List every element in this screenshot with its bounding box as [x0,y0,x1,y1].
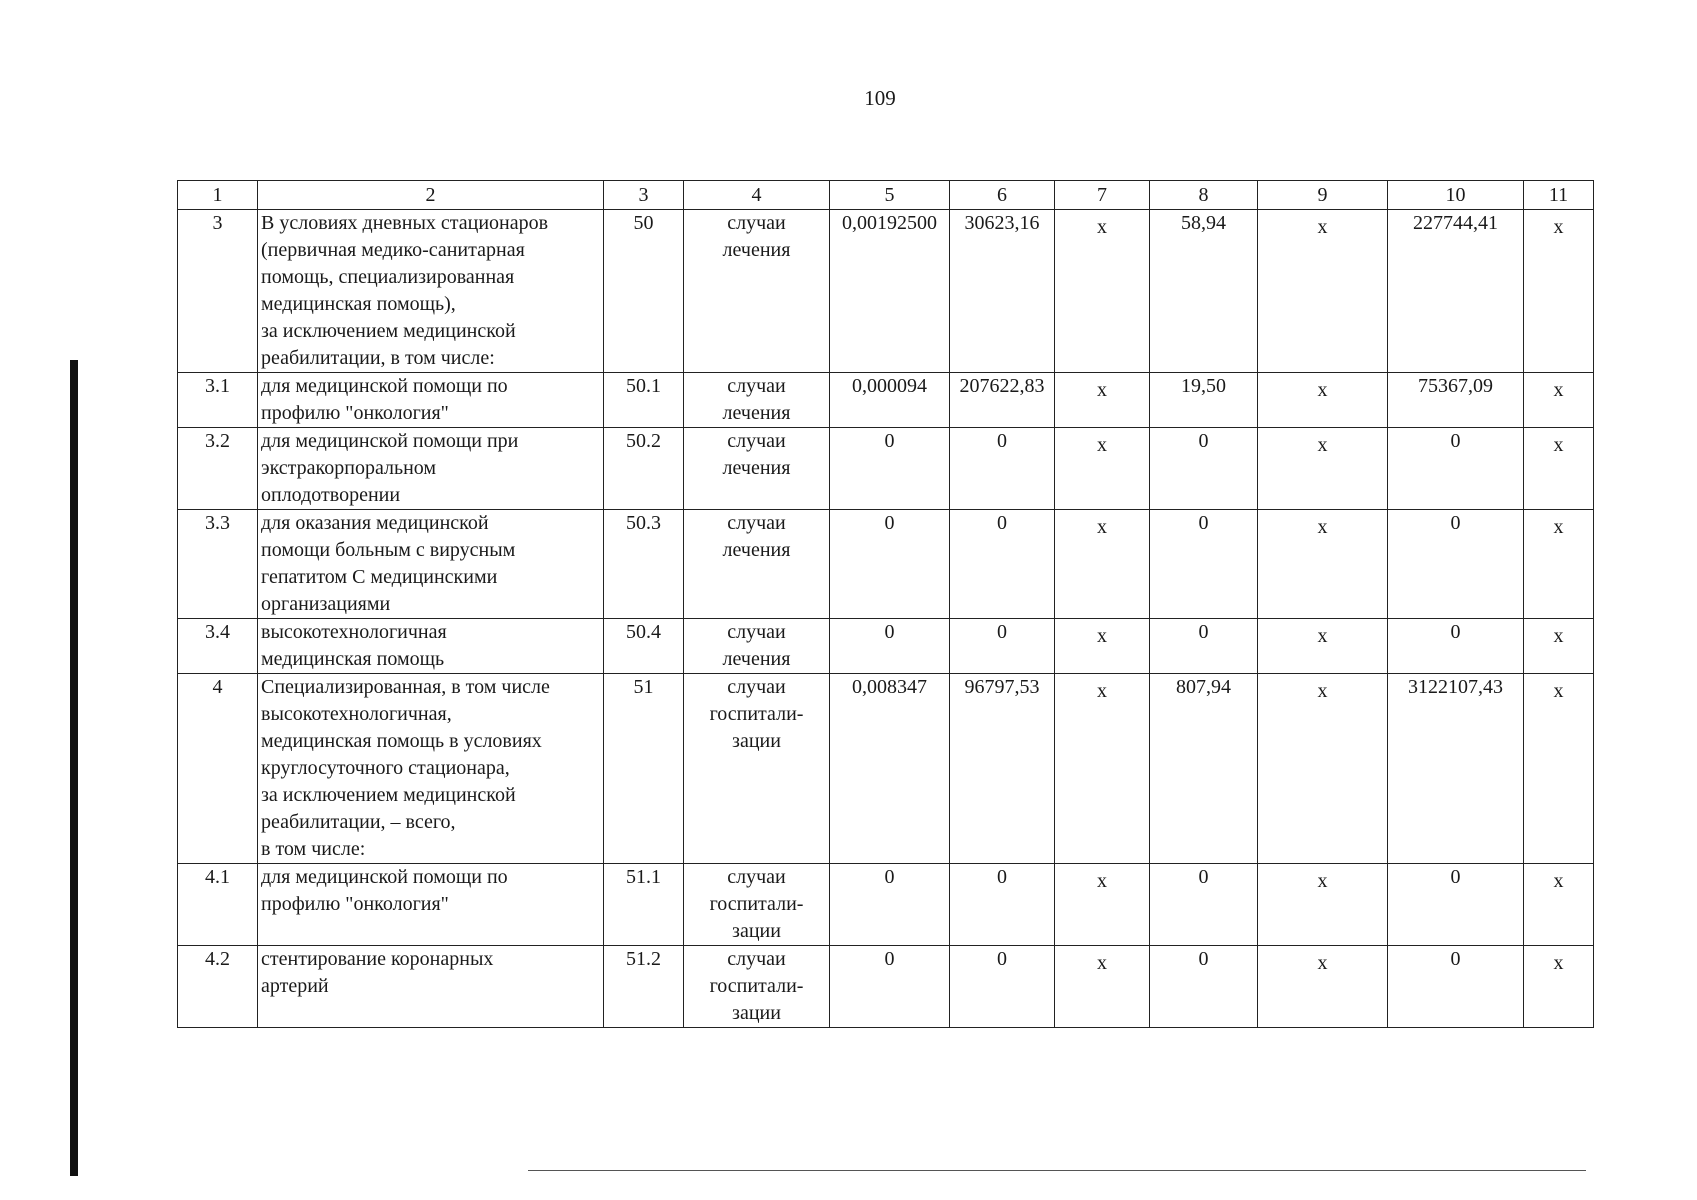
name-cell-line: для оказания медицинской [261,512,489,534]
value-cell-8: 19,50 [1150,373,1258,428]
value-cell-7: х [1055,428,1150,510]
table-row [178,210,1594,373]
value-cell-9: х [1258,510,1388,619]
unit-cell-line: случаи [727,430,786,452]
name-cell-line: (первичная медико-санитарная [261,239,525,261]
value-cell-5: 0,008347 [830,674,950,864]
name-cell-line: реабилитации, – всего, [261,811,456,833]
value-cell-6: 0 [950,510,1055,619]
name-cell-line: гепатитом С медицинскими [261,566,498,588]
value-cell-5: 0 [830,428,950,510]
name-cell-line: реабилитации, в том числе: [261,347,495,369]
value-cell-11: х [1524,428,1594,510]
unit-cell-line: лечения [722,539,791,561]
value-cell-11: х [1524,864,1594,946]
name-cell-line: для медицинской помощи при [261,430,519,452]
unit-cell-line: случаи [727,866,786,888]
name-cell-line: в том числе: [261,838,366,860]
value-cell-6: 207622,83 [950,373,1055,428]
value-cell-5: 0 [830,510,950,619]
value-cell-7: х [1055,619,1150,674]
line-number-cell: 50.4 [604,619,684,674]
value-cell-7: х [1055,946,1150,1028]
value-cell-10: 75367,09 [1388,373,1524,428]
line-number-cell: 50 [604,210,684,373]
value-cell-8: 0 [1150,510,1258,619]
value-cell-10: 0 [1388,428,1524,510]
unit-cell-line: госпитали- [709,975,804,997]
header-cell: 4 [684,181,830,210]
table-row [178,946,1594,1028]
value-cell-5: 0 [830,619,950,674]
value-cell-10: 0 [1388,619,1524,674]
header-cell: 9 [1258,181,1388,210]
name-cell-line: профилю "онкология" [261,893,449,915]
unit-cell [684,864,830,946]
value-cell-9: х [1258,619,1388,674]
table-row [178,864,1594,946]
table-header-row [178,181,1594,210]
table-body [178,210,1594,1028]
unit-cell-line: зации [732,730,781,752]
table-row [178,510,1594,619]
unit-cell-line: лечения [722,402,791,424]
name-cell-line: организациями [261,593,391,615]
unit-cell [684,619,830,674]
row-number-cell: 4.1 [178,864,258,946]
row-number-cell: 4 [178,674,258,864]
unit-cell-line: госпитали- [709,893,804,915]
value-cell-8: 0 [1150,619,1258,674]
name-cell-line: высокотехнологичная [261,621,447,643]
value-cell-9: х [1258,674,1388,864]
unit-cell-line: случаи [727,375,786,397]
scan-bottom-line [528,1170,1586,1171]
row-number-cell: 4.2 [178,946,258,1028]
value-cell-6: 96797,53 [950,674,1055,864]
value-cell-11: х [1524,210,1594,373]
table-row [178,373,1594,428]
value-cell-9: х [1258,210,1388,373]
value-cell-5: 0,000094 [830,373,950,428]
row-number-cell: 3.4 [178,619,258,674]
unit-cell [684,428,830,510]
unit-cell [684,510,830,619]
value-cell-9: х [1258,946,1388,1028]
value-cell-5: 0,00192500 [830,210,950,373]
header-cell: 10 [1388,181,1524,210]
name-cell [258,510,604,619]
value-cell-10: 0 [1388,510,1524,619]
value-cell-9: х [1258,373,1388,428]
line-number-cell: 51.2 [604,946,684,1028]
name-cell [258,210,604,373]
line-number-cell: 50.3 [604,510,684,619]
unit-cell-line: лечения [722,648,791,670]
scan-edge-bar [70,360,78,1176]
value-cell-11: х [1524,946,1594,1028]
name-cell-line: В условиях дневных стационаров [261,212,549,234]
value-cell-8: 807,94 [1150,674,1258,864]
name-cell-line: артерий [261,975,329,997]
value-cell-9: х [1258,864,1388,946]
name-cell-line: стентирование коронарных [261,948,494,970]
header-cell: 7 [1055,181,1150,210]
value-cell-10: 0 [1388,864,1524,946]
line-number-cell: 50.1 [604,373,684,428]
name-cell [258,428,604,510]
table-container [177,180,1594,1028]
value-cell-7: х [1055,864,1150,946]
value-cell-8: 58,94 [1150,210,1258,373]
name-cell [258,619,604,674]
header-cell: 11 [1524,181,1594,210]
value-cell-5: 0 [830,946,950,1028]
name-cell [258,373,604,428]
value-cell-11: х [1524,619,1594,674]
line-number-cell: 51 [604,674,684,864]
value-cell-6: 0 [950,428,1055,510]
unit-cell-line: зации [732,920,781,942]
name-cell-line: за исключением медицинской [261,320,516,342]
row-number-cell: 3.2 [178,428,258,510]
unit-cell [684,373,830,428]
value-cell-8: 0 [1150,428,1258,510]
page-number: 109 [864,86,896,110]
value-cell-7: х [1055,210,1150,373]
data-table [177,180,1594,1028]
unit-cell-line: случаи [727,212,786,234]
name-cell-line: помощи больным с вирусным [261,539,516,561]
unit-cell [684,210,830,373]
value-cell-9: х [1258,428,1388,510]
name-cell [258,674,604,864]
value-cell-6: 0 [950,619,1055,674]
row-number-cell: 3.3 [178,510,258,619]
unit-cell [684,946,830,1028]
header-cell: 3 [604,181,684,210]
header-cell: 1 [178,181,258,210]
value-cell-7: х [1055,510,1150,619]
value-cell-10: 0 [1388,946,1524,1028]
unit-cell-line: госпитали- [709,703,804,725]
value-cell-10: 227744,41 [1388,210,1524,373]
row-number-cell: 3.1 [178,373,258,428]
name-cell-line: Специализированная, в том числе [261,676,550,698]
line-number-cell: 50.2 [604,428,684,510]
table-row [178,619,1594,674]
name-cell-line: экстракорпоральном [261,457,437,479]
value-cell-5: 0 [830,864,950,946]
value-cell-6: 0 [950,946,1055,1028]
table-row [178,428,1594,510]
row-number-cell: 3 [178,210,258,373]
name-cell [258,864,604,946]
value-cell-8: 0 [1150,864,1258,946]
name-cell-line: медицинская помощь [261,648,445,670]
value-cell-8: 0 [1150,946,1258,1028]
name-cell-line: медицинская помощь в условиях [261,730,542,752]
value-cell-6: 0 [950,864,1055,946]
name-cell-line: медицинская помощь), [261,293,456,315]
header-cell: 5 [830,181,950,210]
name-cell [258,946,604,1028]
name-cell-line: для медицинской помощи по [261,866,508,888]
table-row [178,674,1594,864]
name-cell-line: помощь, специализированная [261,266,515,288]
name-cell-line: оплодотворении [261,484,401,506]
name-cell-line: за исключением медицинской [261,784,516,806]
value-cell-7: х [1055,373,1150,428]
value-cell-11: х [1524,373,1594,428]
value-cell-11: х [1524,510,1594,619]
unit-cell-line: случаи [727,512,786,534]
unit-cell-line: случаи [727,948,786,970]
unit-cell-line: случаи [727,676,786,698]
unit-cell [684,674,830,864]
unit-cell-line: лечения [722,457,791,479]
unit-cell-line: случаи [727,621,786,643]
value-cell-11: х [1524,674,1594,864]
header-cell: 6 [950,181,1055,210]
unit-cell-line: зации [732,1002,781,1024]
line-number-cell: 51.1 [604,864,684,946]
value-cell-10: 3122107,43 [1388,674,1524,864]
name-cell-line: профилю "онкология" [261,402,449,424]
unit-cell-line: лечения [722,239,791,261]
header-cell: 8 [1150,181,1258,210]
name-cell-line: для медицинской помощи по [261,375,508,397]
name-cell-line: круглосуточного стационара, [261,757,510,779]
value-cell-7: х [1055,674,1150,864]
value-cell-6: 30623,16 [950,210,1055,373]
header-cell: 2 [258,181,604,210]
name-cell-line: высокотехнологичная, [261,703,452,725]
